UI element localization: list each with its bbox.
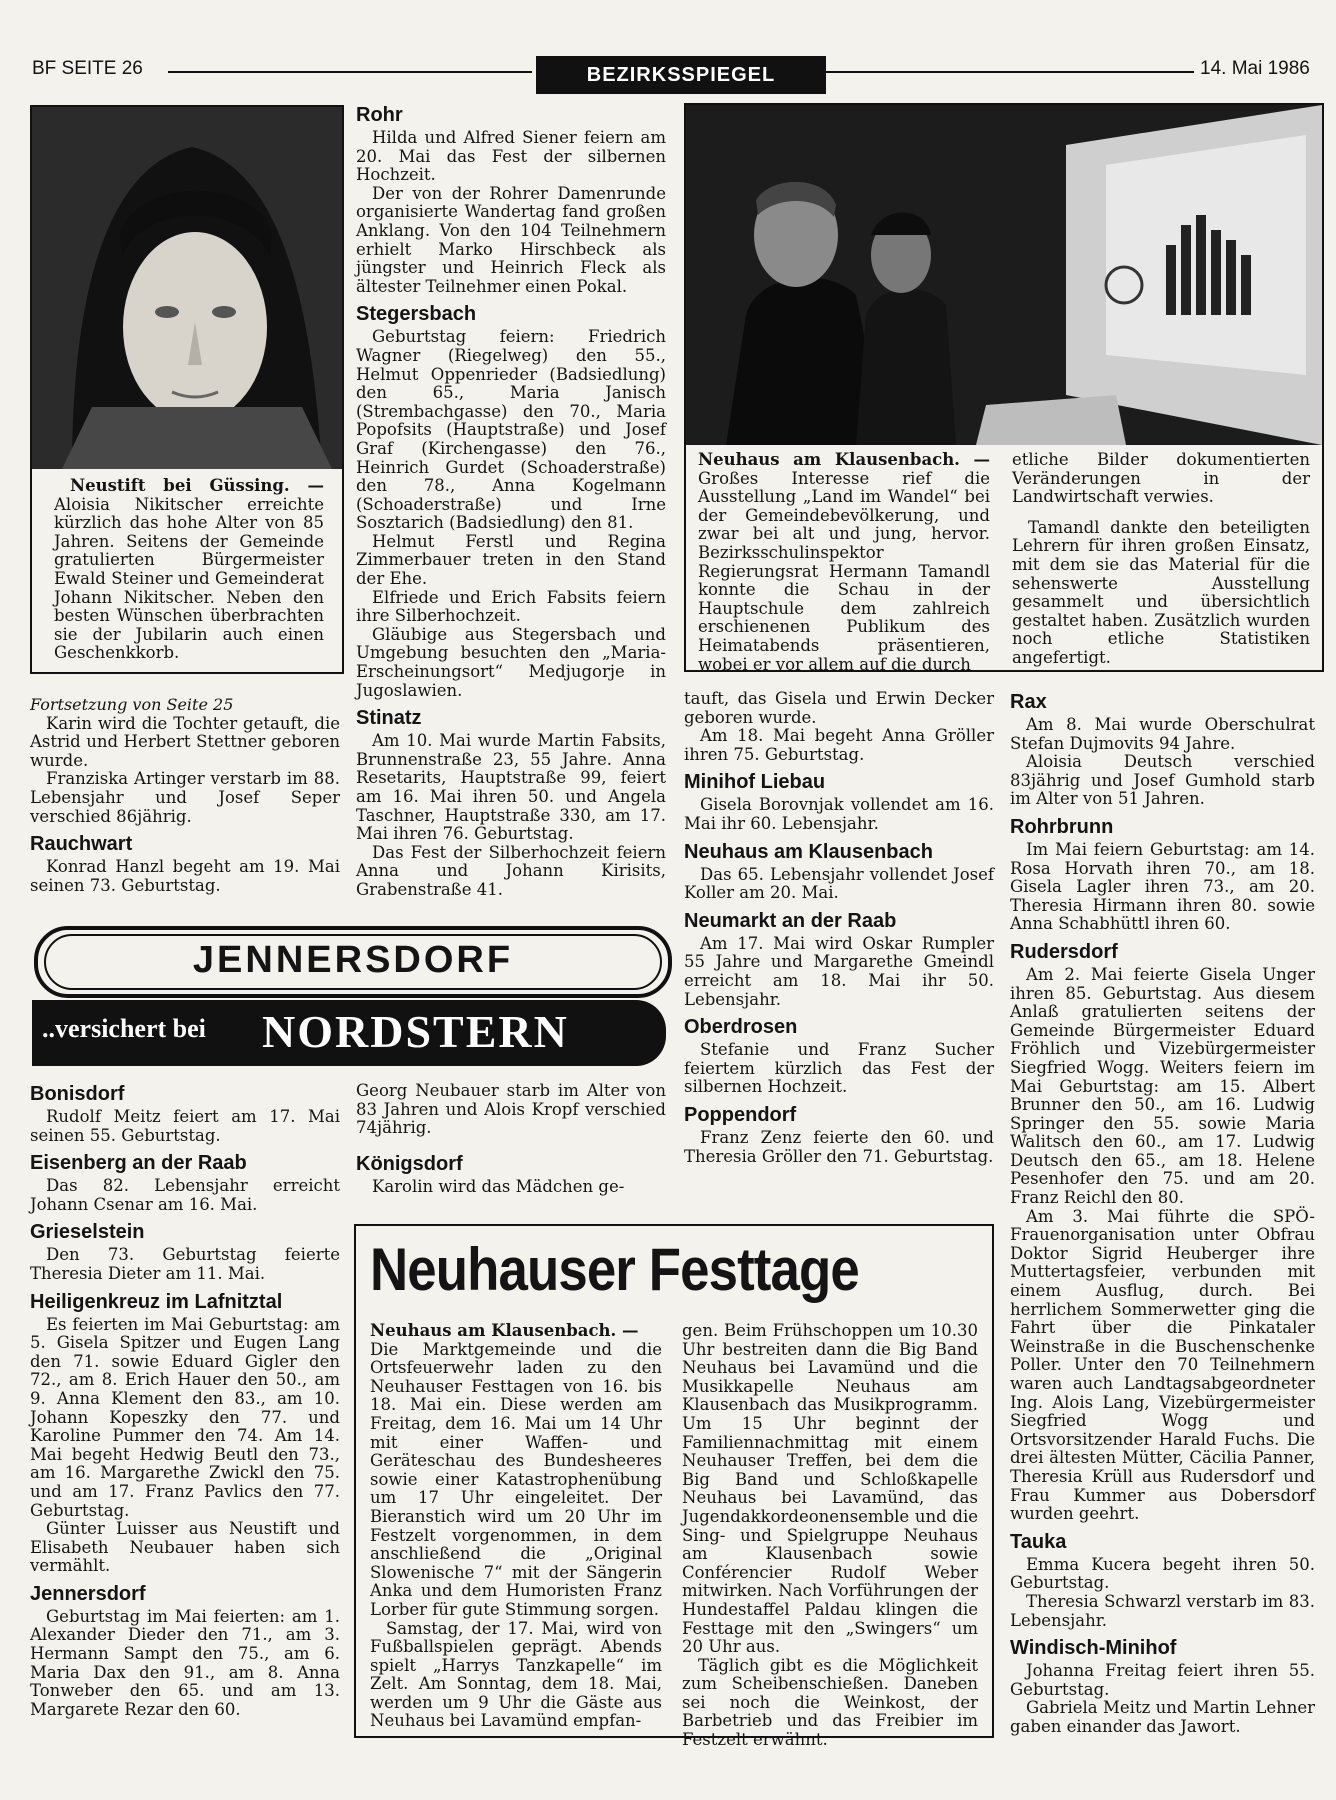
caption-text: Tamandl dankte den beteiligten Lehrern für ihren großen Einsatz, mit dem sie das Material für die sehenswerte Ausstellung gesammelt und übersichtlich gestaltet haben. Zusätzlich wurden noch etliche Statistiken angefertigt. [1012,517,1310,667]
photo-box-ausstellung [684,103,1324,672]
text: Der von der Rohrer Damenrunde organisierte Wandertag fand großen Anklang. Von den 104 Teilnehmern erhielt Marko Hirschbeck als jüngster und Heinrich Fleck als ältester Teilnehmer einen Pokal. [356,183,666,296]
heading-oberdrosen: Oberdrosen [684,1016,798,1039]
caption-text: etliche Bilder dokumentierten Veränderungen in der Landwirtschaft verwies. [1012,450,1310,507]
heading-neuhaus: Neuhaus am Klausenbach [684,840,933,863]
text: gen. Beim Frühschoppen um 10.30 Uhr bestreiten dann die Big Band Neuhaus bei Lavamünd und die Musikkapelle Neuhaus am Klausenbach das Musikprogramm. Um 15 Uhr beginnt der Familiennachmittag mit einem Neuhauser Treffen, bei dem die Big Band und Schloßkapelle Neuhaus bei Lavamünd, das Jugendakkordeonensemble und die Sing- und Spielgruppe Neuhaus am Klausenbach sowie Conférencier Rudolf Weber mitwirken. Nach Vorführungen der Hundestaffel Paldau klingen die Festtage mit den „Swingers“ um 20 Uhr aus. [682,1321,978,1657]
text: Franz Zenz feierte den 60. und Theresia Gröller den 71. Geburtstag. [684,1127,994,1166]
text: Gabriela Meitz und Martin Lehner gaben einander das Jawort. [1010,1698,1315,1736]
text: Am 8. Mai wurde Oberschulrat Stefan Dujmovits 94 Jahre. [1010,715,1315,753]
nordstern-ad [32,1000,666,1066]
heading-neumarkt: Neumarkt an der Raab [684,909,897,932]
text: Stefanie und Franz Sucher feiertem kürzlich das Fest der silbernen Hochzeit. [684,1040,994,1097]
text: Hilda und Alfred Siener feiern am 20. Mai das Fest der silbernen Hochzeit. [356,128,666,185]
exhibition-photo [686,105,1322,445]
text: Am 17. Mai wird Oskar Rumpler 55 Jahre und Margarethe Gmeindl erreicht am 18. Mai ihr 50. Lebensjahr. [684,933,994,1009]
heading-koenigsdorf: Königsdorf [356,1152,463,1175]
heading-heiligenkreuz: Heiligenkreuz im Lafnitztal [30,1290,283,1313]
text: Am 10. Mai wurde Martin Fabsits, Brunnenstraße 23, 55 Jahre. Anna Resetarits, Hauptstraße 99, feiert am 16. Mai ihren 50. und Angela Taschner, Hauptstraße 330, am 17. Mai ihren 76. Geburtstag. [356,731,666,844]
text: Es feierten im Mai Geburtstag: am 5. Gisela Spitzer und Eugen Lang den 71. sowie Eduard Gigler den 72., am 8. Erich Hauer den 50., am 9. Anna Klement den 83., am 10. Johann Kopeszky den 77. und Karoline Pummer den 74. Am 14. Mai begeht Hedwig Beutl den 73., am 16. Margarethe Zwickl den 75. und am 17. Franz Pavlics den 77. Geburtstag. [30,1314,340,1520]
column-3-middle [684,690,994,1166]
text: Gisela Borovnjak vollendet am 16. Mai ihr 60. Lebensjahr. [684,795,994,833]
portrait-image [32,107,342,469]
text: Helmut Ferstl und Regina Zimmerbauer treten in den Stand der Ehe. [356,531,666,589]
column-2-top [356,103,666,900]
heading-rax: Rax [1010,691,1047,713]
text: Geburtstag feiern: Friedrich Wagner (Riegelweg) den 55., Helmut Oppenrieder (Badsiedlung) den 65., Maria Janisch (Strembachgasse) den 70., Maria Popofsits (Hauptstraße) und Josef Graf (Kirchengasse) den 76., Heinrich Gurdet (Schoaderstraße) den 78., Anna Kogelmann (Schoaderstraße) und Irne Sosztarich (Badsiedlung) den 81. [356,327,666,533]
text: Karin wird die Tochter getauft, die Astrid und Herbert Stettner geboren wurde. [30,713,340,770]
header-rule-right [824,71,1194,73]
text: Täglich gibt es die Möglichkeit zum Scheibenschießen. Daneben sei noch die Weinkost, der Barbetrieb und das Freibier im Festzelt erwähnt. [682,1655,978,1750]
text: Karolin wird das Mädchen ge- [372,1176,625,1196]
heading-rauchwart: Rauchwart [30,833,133,856]
text: Johanna Freitag feiert ihren 55. Geburtstag. [1010,1661,1315,1699]
heading-windisch-minihof: Windisch-Minihof [1010,1637,1177,1660]
festtage-col2 [682,1322,978,1750]
jennersdorf-banner [34,926,672,998]
text: Günter Luisser aus Neustift und Elisabeth Neubauer haben sich vermählt. [30,1519,340,1576]
text: Am 18. Mai begeht Anna Gröller ihren 75. Geburtstag. [684,726,994,764]
photo2-caption-col1 [698,451,990,674]
ad-brand: NORDSTERN [262,1006,569,1057]
caption-lead: Neustift bei Güssing. — [70,476,324,495]
column-1-middle [30,696,340,895]
text: Theresia Schwarzl verstarb im 83. Lebensjahr. [1010,1591,1315,1630]
heading-stegersbach: Stegersbach [356,303,477,326]
text: Den 73. Geburtstag feierte Theresia Dieter am 11. Mai. [30,1245,340,1283]
text: Das 65. Lebensjahr vollendet Josef Koller am 20. Mai. [684,864,994,903]
text: Geburtstag im Mai feierten: am 1. Alexander Dieder den 71., am 3. Hermann Sampt den 75., am 6. Maria Dax den 91., am 8. Anna Tonweber den 65. und am 13. Margarete Rezar den 60. [30,1606,340,1719]
caption-lead: Neuhaus am Klausenbach. — [698,450,990,469]
caption-text: Aloisia Nikitscher erreichte kürzlich das hohe Alter von 85 Jahren. Seitens der Gemeinde gratulierten Bürgermeister Ewald Steiner und Gemeinderat Johann Nikitscher. Neben den besten Wünschen überbrachten sie der Jubilarin auch einen Geschenkkorb. [54,494,324,663]
text: Franziska Artinger verstarb im 88. Lebensjahr und Josef Seper verschied 86jährig. [30,769,340,826]
text: Das 82. Lebensjahr erreicht Johann Csenar am 16. Mai. [30,1176,340,1214]
heading-rohrbrunn: Rohrbrunn [1010,815,1114,838]
text: Elfriede und Erich Fabsits feiern ihre Silberhochzeit. [356,587,666,626]
text: Gläubige aus Stegersbach und Umgebung besuchten den „Maria-Erscheinungsort“ Medjugorje in Jugoslawien. [356,624,666,700]
heading-eisenberg: Eisenberg an der Raab [30,1152,247,1175]
heading-rudersdorf: Rudersdorf [1010,940,1118,963]
heading-stinatz: Stinatz [356,707,422,730]
column-4 [1010,690,1315,1737]
column-1-bottom [30,1082,340,1719]
festtage-lead: Neuhaus am Klausenbach. — [370,1321,639,1340]
festtage-box [354,1224,994,1750]
header-rule-left [168,71,532,73]
portrait-photo [32,107,342,469]
text: Konrad Hanzl begeht am 19. Mai seinen 73. Geburtstag. [30,857,340,895]
continuation-note: Fortsetzung von Seite 25 [30,695,234,714]
text: Am 2. Mai feierte Gisela Unger ihren 85. Geburtstag. Aus diesem Anlaß gratulierten seitens der Gemeinde Bürgermeister Eduard Fröhlich und Vizebürgermeister Siegfried Wogg. Weiters feiern im Mai Geburtstag: am 15. Albert Brunner den 50., am 16. Ludwig Springer den 55. sowie Maria Walitsch den 60., am 17. Ludwig Deutsch den 65., am 18. Helene Pesenhofer den 75. und am 20. Franz Reichl den 80. [1010,964,1315,1208]
heading-rohr: Rohr [356,104,403,126]
text: Rudolf Meitz feiert am 17. Mai seinen 55. Geburtstag. [30,1107,340,1145]
text: Aloisia Deutsch verschied 83jährig und Josef Gumhold starb im Alter von 51 Jahren. [1010,752,1315,809]
page-label: BF SEITE 26 [32,58,143,79]
photo2-caption-col2 [1012,451,1310,668]
photo1-caption [54,477,324,663]
section-title: BEZIRKSSPIEGEL [536,56,826,94]
heading-poppendorf: Poppendorf [684,1103,797,1126]
heading-tauka: Tauka [1010,1530,1067,1553]
heading-minihof-liebau: Minihof Liebau [684,771,826,794]
heading-bonisdorf: Bonisdorf [30,1083,125,1105]
photo-box-nikitscher [30,105,344,674]
ad-tagline: ..versichert bei [42,1014,206,1043]
text: Samstag, der 17. Mai, wird von Fußballspielen geprägt. Abends spielt „Harrys Tanzkapelle“ im Zelt. Am Sonntag, dem 18. Mai, werden um 9 Uhr die Gäste aus Neuhaus bei Lavamünd empfan- [370,1618,662,1731]
column-2-bottom [356,1082,666,1196]
caption-text: Großes Interesse rief die Ausstellung „Land im Wandel“ bei der Gemeindebevölkerung, und zwar bei alt und jung, hervor. Bezirksschulinspektor Regierungsrat Hermann Tamandl konnte die Schau in der Hauptschule dem zahlreich erschienenen Publikum des Heimatabends präsentieren, wobei er vor allem auf die durch [698,468,990,674]
issue-date: 14. Mai 1986 [1200,58,1310,79]
banner-title: JENNERSDORF [44,934,662,990]
festtage-col1 [370,1322,662,1731]
text: tauft, das Gisela und Erwin Decker geboren wurde. [684,689,994,727]
heading-jennersdorf: Jennersdorf [30,1582,146,1605]
text: Georg Neubauer starb im Alter von 83 Jahren und Alois Kropf verschied 74jährig. [356,1081,666,1138]
exhibition-image [686,105,1322,445]
text: Das Fest der Silberhochzeit feiern Anna und Johann Kirisits, Grabenstraße 41. [356,842,666,899]
heading-grieselstein: Grieselstein [30,1221,145,1244]
text: Die Marktgemeinde und die Ortsfeuerwehr laden zu den Neuhauser Festtagen von 16. bis 18. Mai ein. Diese werden am Freitag, dem 16. Mai um 14 Uhr mit einer Waffen- und Geräteschau des Bundesheeres sowie einer Katastrophenübung um 17 Uhr eingeleitet. Der Bieranstich wird um 20 Uhr im Festzelt vorgenommen, in dem anschließend die „Original Slowenische 7“ mit der Sängerin Anka und dem Humoristen Franz Lorber für gute Stimmung sorgen. [370,1339,662,1619]
text: Im Mai feiern Geburtstag: am 14. Rosa Horvath ihren 70., am 18. Gisela Lagler ihren 73., am 20. Theresia Hirmann ihren 80. sowie Anna Schabhüttl ihren 60. [1010,839,1315,934]
festtage-title: Neuhauser Festtage [370,1236,859,1303]
text: Emma Kucera begeht ihren 50. Geburtstag. [1010,1554,1315,1593]
text: Am 3. Mai führte die SPÖ-Frauenorganisation unter Obfrau Doktor Sigrid Heuberger ihre Muttertagsfeier, verbunden mit einem Ausflug, durch. Bei herrlichem Sommerwetter ging die Fahrt über die Pinkataler Weinstraße in die Buschenschenke Poller. Unter den 70 Teilnehmern waren auch Landtagsabgeordneter Ing. Alois Lang, Vizebürgermeister Siegfried Wogg und Ortsvorsitzender Harald Fuchs. Die drei ältesten Mütter, Cäcilia Panner, Theresia Krüll aus Rudersdorf und Frau Kummer aus Dobersdorf wurden geehrt. [1010,1206,1315,1524]
